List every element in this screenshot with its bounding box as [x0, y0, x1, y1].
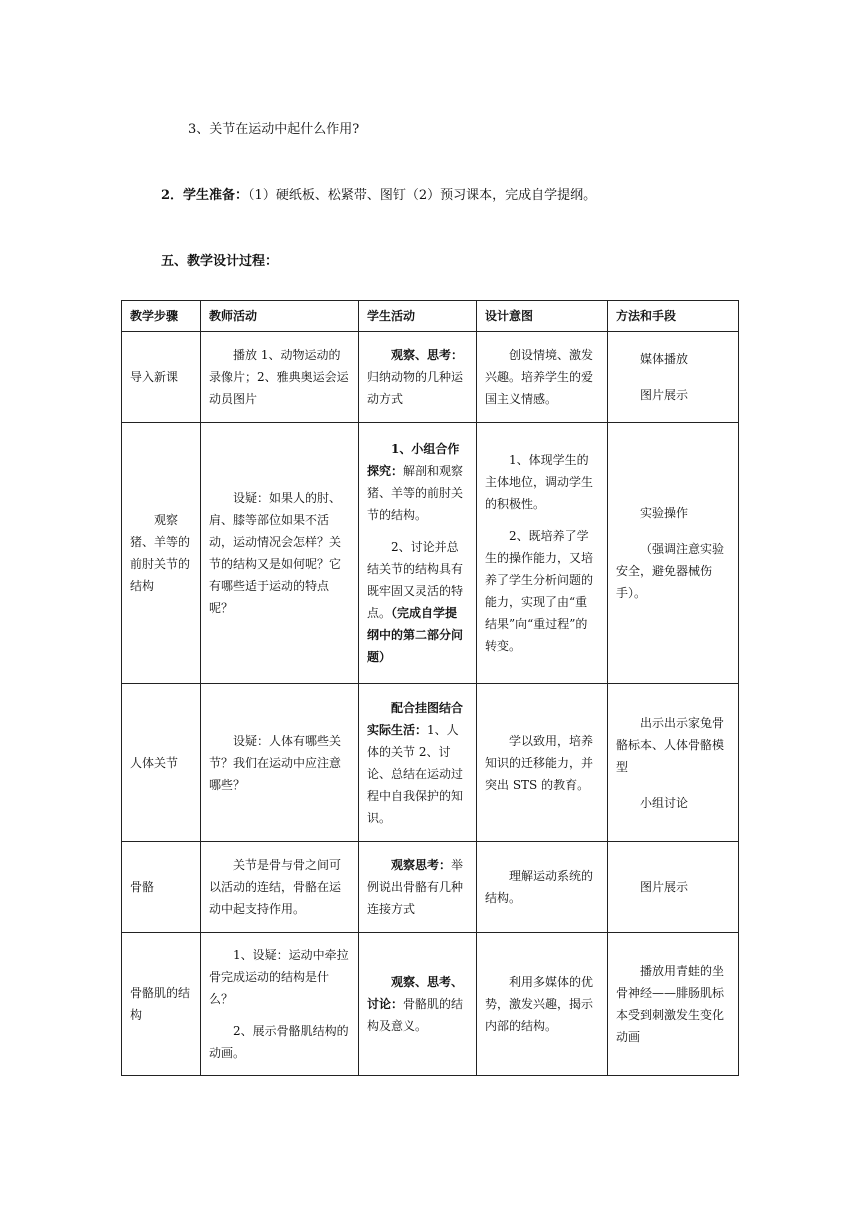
teacher-paragraph: 2、展示骨骼肌结构的动画。: [209, 1024, 349, 1060]
student-text: 解剖和观察猪、羊等的前肘关节的结构。: [367, 464, 464, 522]
method-cell: [608, 684, 739, 842]
student-bold: 观察思考：: [391, 858, 452, 872]
method-cell: [608, 933, 739, 1076]
question-3: 3、关节在运动中起什么作用?: [188, 122, 360, 137]
student-bold: 配合挂图结合实际生活：: [367, 700, 464, 737]
method-item: 图片展示: [640, 880, 689, 894]
method-item: 媒体播放: [640, 352, 689, 366]
student-text: 1、人体的关节 2、讨论、总结在运动过程中自我保护的知识。: [367, 722, 464, 825]
table-row: [122, 933, 739, 1076]
step-cell: 骨骼肌的结构: [122, 933, 201, 1076]
lesson-design-table: [121, 300, 739, 1076]
student-bold: 观察、思考：: [391, 348, 464, 362]
method-cell: [608, 842, 739, 933]
method-item: （强调注意实验安全，避免器械伤手）。: [616, 542, 725, 600]
student-bold: 观察、思考、讨论：: [367, 975, 464, 1011]
table-row: [122, 842, 739, 933]
student-cell: [359, 332, 477, 423]
intent-paragraph: 2、既培养了学生的操作能力，又培养了学生分析问题的能力，实现了由“重结果”向“重过程”的转变。: [485, 529, 594, 653]
teacher-cell: 设疑：人体有哪些关节？我们在运动中应注意哪些？: [201, 684, 359, 842]
intent-cell: 理解运动系统的结构。: [477, 842, 608, 933]
step-cell: 骨骼: [122, 842, 201, 933]
method-cell: [608, 332, 739, 423]
table-row: [122, 423, 739, 684]
method-item: 图片展示: [640, 388, 689, 402]
method-item: 小组讨论: [640, 795, 689, 810]
step-cell: 人体关节: [122, 684, 201, 842]
student-bold: （完成自学提纲中的第二部分问题）: [367, 606, 464, 664]
table-row: [122, 332, 739, 423]
student-paragraph: [367, 536, 468, 668]
student-text: 骨骼肌的结构及意义。: [367, 997, 464, 1033]
intent-cell: 创设情境、激发兴趣。培养学生的爱国主义情感。: [477, 332, 608, 423]
teacher-paragraph: 1、设疑：运动中牵拉骨完成运动的结构是什么？: [209, 948, 349, 1006]
method-item: 播放用青蛙的坐骨神经——腓肠肌标本受到刺激发生变化动画: [616, 964, 725, 1044]
header-intent: 设计意图: [477, 301, 608, 332]
table-row: [122, 684, 739, 842]
method-cell: [608, 423, 739, 684]
step-cell: 观察猪、羊等的前肘关节的结构: [122, 423, 201, 684]
header-teacher: 教师活动: [201, 301, 359, 332]
section-5-title: 五、教学设计过程：: [161, 254, 279, 269]
student-cell: [359, 933, 477, 1076]
intent-cell: 利用多媒体的优势，激发兴趣，揭示内部的结构。: [477, 933, 608, 1076]
student-text: 举例说出骨骼有几种连接方式: [367, 858, 464, 916]
teacher-cell: [201, 933, 359, 1076]
student-text: 归纳动物的几种运动方式: [367, 370, 464, 406]
header-method: 方法和手段: [608, 301, 739, 332]
step-cell: 导入新课: [122, 332, 201, 423]
student-prep-label: 2．学生准备：: [161, 188, 249, 203]
table-header-row: [122, 301, 739, 332]
intent-paragraph: 1、体现学生的主体地位，调动学生的积极性。: [485, 453, 594, 511]
student-paragraph: [367, 438, 468, 526]
method-item: 出示出示家兔骨骼标本、人体骨骼模型: [616, 715, 725, 774]
teacher-cell: 播放 1、动物运动的录像片；2、雅典奥运会运动员图片: [201, 332, 359, 423]
student-cell: [359, 842, 477, 933]
intent-cell: 学以致用，培养知识的迁移能力，并突出 STS 的教育。: [477, 684, 608, 842]
student-cell: [359, 684, 477, 842]
teacher-cell: 关节是骨与骨之间可以活动的连结，骨骼在运动中起支持作用。: [201, 842, 359, 933]
header-step: 教学步骤: [122, 301, 201, 332]
student-cell: [359, 423, 477, 684]
student-preparation: [161, 184, 596, 203]
header-student: 学生活动: [359, 301, 477, 332]
student-prep-text: （1）硬纸板、松紧带、图钉（2）预习课本，完成自学提纲。: [248, 188, 597, 203]
method-item: 实验操作: [640, 506, 689, 520]
student-bold: 1、小组合作探究：: [367, 442, 460, 478]
student-text: 2、讨论并总结关节的结构具有既牢固又灵活的特点。: [367, 540, 464, 620]
intent-cell: [477, 423, 608, 684]
teacher-cell: 设疑：如果人的肘、肩、膝等部位如果不活动，运动情况会怎样？关节的结构又是如何呢？它有哪些适于运动的特点呢？: [201, 423, 359, 684]
